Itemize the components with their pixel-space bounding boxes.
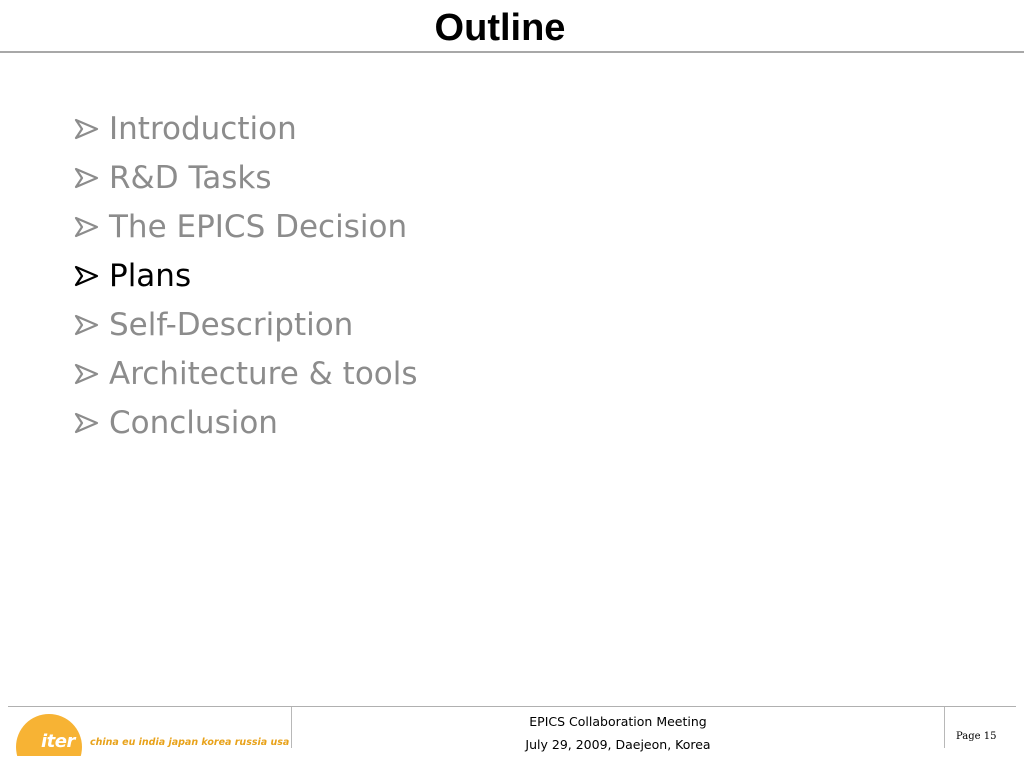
outline-item-conclusion: [72, 398, 418, 447]
outline-item-label: Conclusion: [109, 404, 278, 441]
outline-item-label: Introduction: [109, 110, 297, 147]
outline-item-self-description: [72, 300, 418, 349]
outline-item-label: Self-Description: [109, 306, 354, 343]
arrowhead-bullet-icon: [72, 117, 100, 141]
meeting-date: July 29, 2009, Daejeon, Korea: [525, 737, 711, 752]
arrowhead-bullet-icon: [72, 215, 100, 239]
outline-item-architecture-tools: [72, 349, 418, 398]
outline-list: [72, 104, 418, 447]
outline-item-epics-decision: [72, 202, 418, 251]
meeting-info: [292, 710, 944, 756]
slide-title: Outline: [434, 7, 566, 49]
outline-item-label: Architecture & tools: [109, 355, 418, 392]
title-divider: [0, 51, 1024, 53]
outline-item-rd-tasks: [72, 153, 418, 202]
arrowhead-bullet-icon: [72, 313, 100, 337]
meeting-name: EPICS Collaboration Meeting: [529, 714, 707, 729]
logo-member-countries: china eu india japan korea russia usa: [90, 737, 290, 748]
outline-item-label: The EPICS Decision: [109, 208, 408, 245]
arrowhead-bullet-icon: [72, 362, 100, 386]
arrowhead-bullet-icon: [72, 264, 100, 288]
page-number: Page 15: [956, 731, 997, 742]
footer-separator-right: [944, 707, 945, 748]
outline-item-label: R&D Tasks: [109, 159, 272, 196]
logo-wordmark: iter: [41, 731, 75, 752]
arrowhead-bullet-icon: [72, 411, 100, 435]
footer-divider: [8, 706, 1016, 707]
arrowhead-bullet-icon: [72, 166, 100, 190]
outline-item-introduction: [72, 104, 418, 153]
outline-item-label: Plans: [109, 257, 192, 294]
iter-logo: [10, 712, 290, 756]
outline-item-plans: [72, 251, 418, 300]
